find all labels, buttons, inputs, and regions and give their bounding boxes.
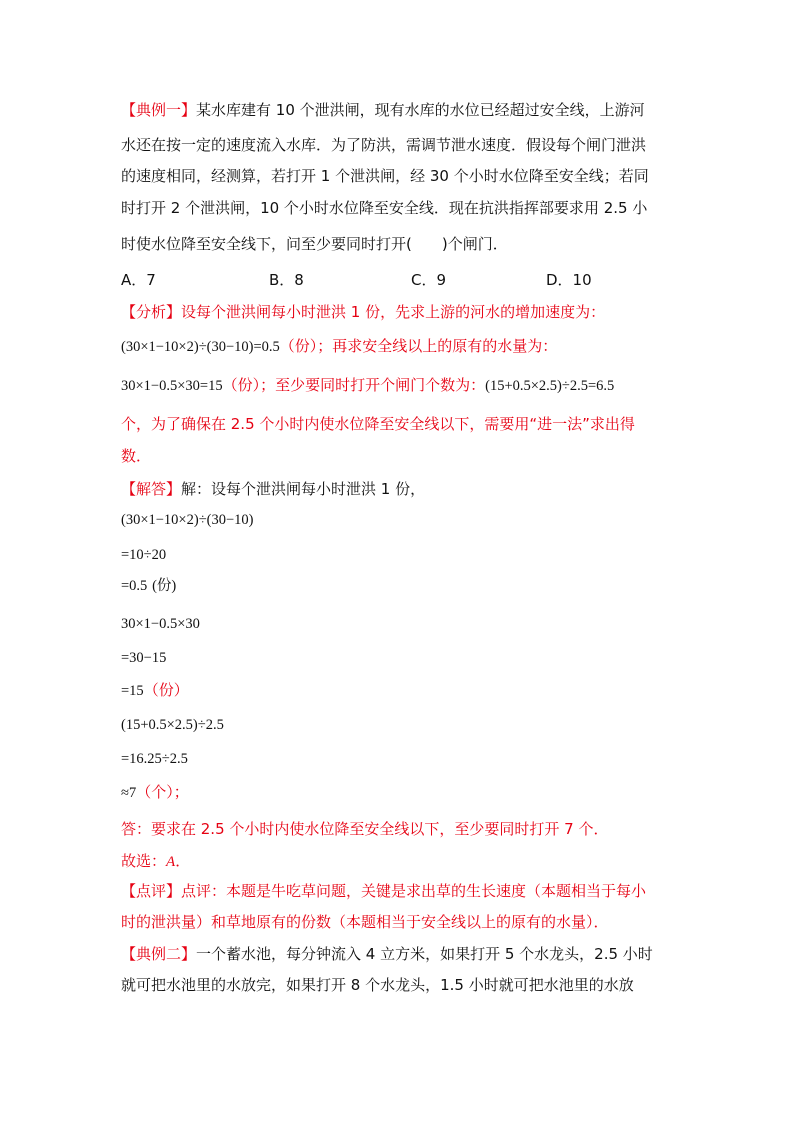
solution-step-6: =15 — [121, 683, 144, 699]
solution-step-5: =30−15 — [121, 650, 167, 666]
unit-fen-2: （份） — [143, 681, 189, 699]
unit-fen-1: (份) — [152, 578, 177, 594]
example2-line1 — [121, 944, 653, 964]
solution-step-4: 30×1−0.5×30 — [121, 616, 200, 632]
solution-step-9-line — [121, 782, 189, 803]
analysis-text2: （份）；再求安全线以上的原有的水量为： — [279, 337, 558, 355]
example1-line1 — [121, 100, 645, 120]
solution-choice — [121, 851, 190, 872]
analysis-tag: 【分析】 — [121, 303, 182, 321]
option-d: D．10 — [546, 271, 592, 289]
example1-tag: 【典例一】 — [121, 101, 197, 119]
analysis-line1 — [121, 302, 605, 322]
analysis-formula-1: (30×1−10×2)÷(30−10)=0.5 — [121, 339, 280, 355]
analysis-text3: （份）；至少要同时打开个闸门个数为： — [222, 376, 486, 394]
comment-line1 — [121, 881, 646, 901]
analysis-line3 — [121, 375, 614, 396]
example2-text1: 一个蓄水池，每分钟流入 4 立方米，如果打开 5 个水龙头，2.5 小时 — [196, 945, 653, 963]
solution-step-1: (30×1−10×2)÷(30−10) — [121, 512, 254, 528]
solution-step-8: =16.25÷2.5 — [121, 751, 188, 767]
example1-line4: 时打开 2 个泄洪闸，10 个小时水位降至安全线．现在抗洪指挥部要求用 2.5 小 — [121, 199, 648, 217]
example2-tag: 【典例二】 — [121, 945, 197, 963]
analysis-formula-3: (15+0.5×2.5)÷2.5=6.5 — [485, 378, 615, 394]
solution-step-2: =10÷20 — [121, 547, 167, 563]
solution-step-7: (15+0.5×2.5)÷2.5 — [121, 717, 224, 733]
option-a: A．7 — [121, 271, 156, 289]
comment-line2: 时的泄洪量）和草地原有的份数（本题相当于安全线以上的原有的水量）． — [121, 913, 609, 931]
analysis-line2 — [121, 336, 557, 357]
solution-intro-line — [121, 479, 425, 499]
example2-line2: 就可把水池里的水放完，如果打开 8 个水龙头，1.5 小时就可把水池里的水放 — [121, 976, 634, 994]
analysis-text1: 设每个泄洪闸每小时泄洪 1 份，先求上游的河水的增加速度为： — [181, 303, 606, 321]
solution-step-3: =0.5 — [121, 578, 148, 594]
analysis-line5: 数． — [121, 447, 152, 465]
analysis-line4: 个，为了确保在 2.5 个小时内使水位降至安全线以下，需要用“进一法”求出得 — [121, 415, 635, 433]
comment-text1: 点评：本题是牛吃草问题，关键是求出草的生长速度（本题相当于每小 — [181, 882, 647, 900]
analysis-formula-2: 30×1−0.5×30=15 — [121, 378, 223, 394]
choice-letter: A — [166, 854, 176, 870]
solution-intro: 解：设每个泄洪闸每小时泄洪 1 份， — [181, 480, 426, 498]
solution-answer: 答：要求在 2.5 个小时内使水位降至安全线以下，至少要同时打开 7 个． — [121, 820, 609, 838]
solution-step-6-line — [121, 680, 189, 701]
unit-ge: （个）； — [136, 783, 189, 801]
example1-text1: 某水库建有 10 个泄洪闸，现有水库的水位已经超过安全线，上游河 — [196, 101, 645, 119]
solution-tag: 【解答】 — [121, 480, 182, 498]
option-c: C．9 — [411, 271, 447, 289]
comment-tag: 【点评】 — [121, 882, 182, 900]
choice-prefix: 故选： — [121, 852, 167, 870]
choice-suffix: ． — [175, 852, 191, 870]
option-b: B．8 — [269, 271, 304, 289]
solution-step-9: ≈7 — [121, 785, 137, 801]
example1-line3: 的速度相同，经测算，若打开 1 个泄洪闸，经 30 个小时水位降至安全线；若同 — [121, 167, 649, 185]
example1-line2: 水还在按一定的速度流入水库．为了防洪，需调节泄水速度．假设每个闸门泄洪 — [121, 136, 647, 154]
example1-line5: 时使水位降至安全线下，问至少要同时打开( )个闸门． — [121, 235, 508, 253]
solution-step-3-line — [121, 575, 176, 596]
